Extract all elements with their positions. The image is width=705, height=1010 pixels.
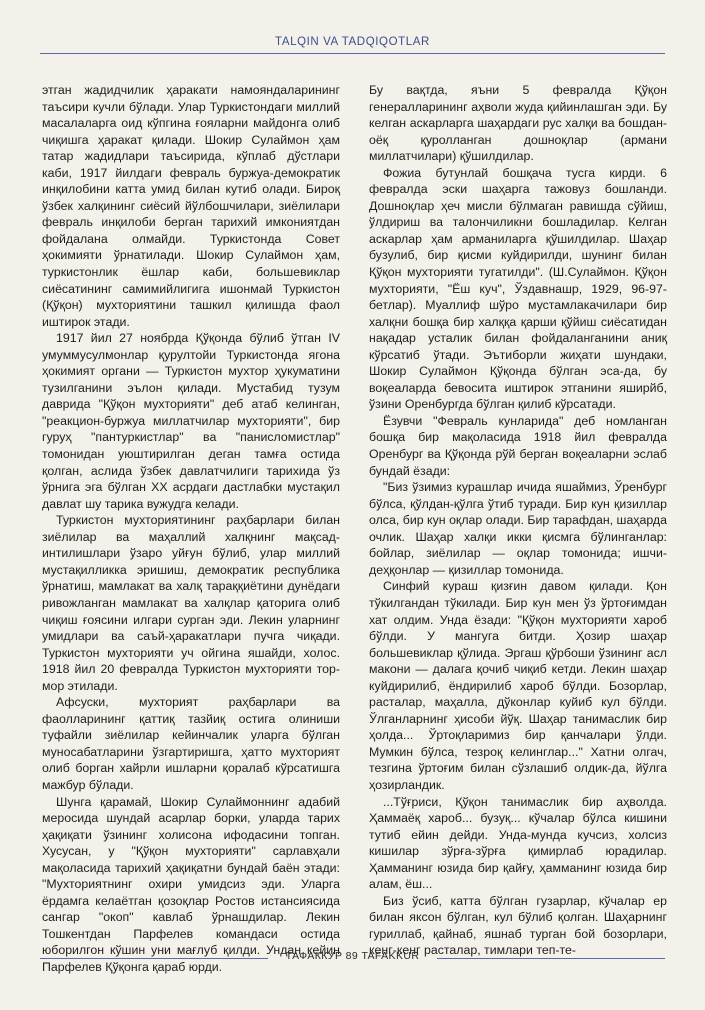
paragraph: этган жадидчилик ҳаракати намояндаларининг таъсири кучли бўлади. Улар Туркистондаги миллий масалаларга оид кўпгина ғояларни майдонга олиб чиқишга ҳаракат қилади. Шокир Сулаймон ҳам татар жадидлари таъсирида, кўплаб дўстлари каби, 1917 йилдаги февраль буржуа-демократик инқилобини катта умид билан кутиб олади. Бироқ ўзбек халқининг сиёсий йўлбошчилари, зиёлилари февраль инқилоби берган тарихий имкониятдан фойдалана олмайди. Туркистонда Совет ҳокимияти ўрнатилади. Шокир Сулаймон ҳам, туркистонлик ёшлар каби, большевиклар сиёсатининг самимийлигига ишонмай Туркистон (Қўқон) мухториятини ташкил қилишда фаол иштирок этади. — [42, 83, 340, 329]
running-footer — [40, 950, 665, 968]
header-rule — [40, 53, 665, 54]
paragraph: Шунга қарамай, Шокир Сулаймоннинг адабий меросида шундай асарлар борки, уларда тарих ҳақиқати ўзининг холисона ифодасини топган. Хусусан, у "Қўқон мухторияти" сарлавҳали мақоласида тарихий ҳақиқатни бундай баён этади: "Мухториятнинг охири умидсиз эди. Уларга ёрдамга келаётган қозоқлар Ростов истансиясида сангар "окоп" кавлаб ўрнашдилар. Лекин Тошкентдан Парфелев командаси остида юборилгон кўшин уни мағлуб қилди. Ундан кейин Парфелев Қўқонга қараб юрди. — [42, 794, 340, 974]
paragraph: Бу вақтда, яъни 5 февралда Қўқон генералларининг аҳволи жуда қийинлашган эди. Бу келган аскарларга шаҳардаги рус халқи ва бошдан-оёқ қуролланган дошноқлар (армани миллатчилари) қўшилдилар. — [369, 83, 667, 164]
footer-rule-right — [437, 958, 665, 959]
paragraph: Афсуски, мухторият раҳбарлари ва фаолларининг қаттиқ тазйиқ остига олиниши туфайли зиёлилар кейинчалик уларга бўлган муносабатларини ўзгартиришга, ҳатто мухторият олиб борган хайрли ишларни қоралаб кўрсатишга мажбур бўлади. — [42, 695, 340, 792]
header-title: TALQIN VA TADQIQOTLAR — [275, 36, 430, 48]
paragraph: "Биз ўзимиз курашлар ичида яшаймиз, Ўренбург бўлса, қўлдан-қўлга ўтиб туради. Бир кун қизиллар олса, бир кун оқлар олади. Бир тарафдан, шаҳарда очлик. Шаҳар халқи икки қисмга бўлинганлар: бойлар, зиёлилар — оқлар томонида; ишчи-деҳқонлар — қизиллар томонида. — [369, 480, 667, 577]
right-column — [369, 82, 667, 958]
footer-page-label: ТАФАККУР 89 TAFAKKUR — [285, 950, 420, 962]
paragraph: Фожиа бутунлай бошқача тусга кирди. 6 февралда эски шаҳарга тажовуз бошланди. Дошноқлар ҳеч мисли бўлмаган равишда сўйиш, ўлдириш ва талончиликни бошладилар. Келган аскарлар ҳам арманиларга қўшилдилар. Шаҳар бузулиб, бир қисми куйдирилди, шунинг билан Қўқон мухторияти тугатилди". (Ш.Сулаймон. Қўқон мухторияти, "Ёш куч", Ўздавнашр, 1929, 96-97-бетлар). Муаллиф шўро мустамлакачилари бир халқни бошқа бир халққа қарши қўйиш сиёсатидан нақадар усталик билан фойдаланганини аниқ кўрсатиб ўтади. Эътиборли жиҳати шундаки, Шокир Сулаймон Қўқонда бўлган эса-да, бу воқеаларда бевосита иштирок этганини яширйб, ўзини Оренбургда бўлган қилиб кўрсатади. — [369, 165, 667, 412]
paragraph: Синфий кураш қизғин давом қилади. Қон тўкилгандан тўкилади. Бир кун мен ўз ўртоғимдан хат олдим. Унда ёзади: "Қўқон мухторияти хароб бўлди. У мангуга битди. Ҳозир шаҳар большевиклар қўлида. Эргаш қўрбоши ўзининг асл макони — далага қочиб чиқиб кетди. Лекин шаҳар куйдирилиб, ёндирилиб хароб бўлди. Бозорлар, расталар, маҳалла, дўконлар куйиб кул бўлди. Ўлганларнинг ҳисоби йўқ. Шаҳар танимаслик бир ҳолда... Ўртоқларимиз бир қанчалари ўлди. Мумкин бўлса, тезроқ келинглар..." Хатни олгач, тезгина ўртоғим билан сўзлашиб олдик-да, йўлга ҳозирландик. — [369, 579, 667, 792]
paragraph: Биз ўсиб, катта бўлган гузарлар, кўчалар ер билан яксон бўлган, кул бўлиб қолган. Шаҳарнинг гуриллаб, қайнаб, яшнаб турган бой бозорлари, кенг-кенг расталар, тимлари теп-те- — [369, 893, 667, 958]
paragraph: 1917 йил 27 ноябрда Қўқонда бўлиб ўтган IV умуммусулмонлар қурултойи Туркистонда ягона ҳокимият органи — Туркистон мухтор ҳукуматини тузилганини эълон қилади. Мустабид тузум даврида "Қўқон мухторияти" деб атаб келинган, "реакцион-буржуа миллатчилар мухторияти", бир гуруҳ "пантуркистлар" ва "панисломистлар" томонидан уюштирилган деган тамға остида қолган, аслида ўзбек давлатчилиги тарихида ўз ўрнига эга бўлган XX асрдаги дастлабки мустақил давлат шу тарика вужудга келади. — [42, 331, 340, 511]
running-header — [40, 36, 665, 58]
left-column — [42, 82, 340, 974]
paragraph: Туркистон мухториятининг раҳбарлари билан зиёлилар ва маҳаллий халқнинг мақсад-интилишлари ўзаро уйғун бўлиб, улар миллий мустақилликка эришиш, демократик республика ўрнатиш, мамлакат ва халқ тараққиётини дунёдаги ривожланган мамлакат ва халқлар қаторига олиб чиқиш ғоясини илгари сурган эди. Лекин уларнинг умидлари ва саъй-ҳаракатлари пучга чиқади. Туркистон мухторияти уч ойгина яшайди, холос. 1918 йил 20 февралда Туркистон мухторияти тор-мор этилади. — [42, 513, 340, 693]
paragraph: ...Тўғриси, Қўқон танимаслик бир аҳволда. Ҳаммаёқ хароб... бузуқ... кўчалар бўлса кишини тутиб ейин дейди. Унда-мунда кучсиз, холсиз кишилар зўрға-зўрға қимирлаб юрадилар. Ҳамманинг юзида бир қайғу, ҳамманинг юзида бир алам, ёш... — [369, 794, 667, 892]
paragraph: Ёзувчи "Февраль кунларида" деб номланган бошқа бир мақоласида 1918 йил февралда Оренбург ва Қўқонда рўй берган воқеаларни эслаб бундай ёзади: — [369, 413, 667, 478]
